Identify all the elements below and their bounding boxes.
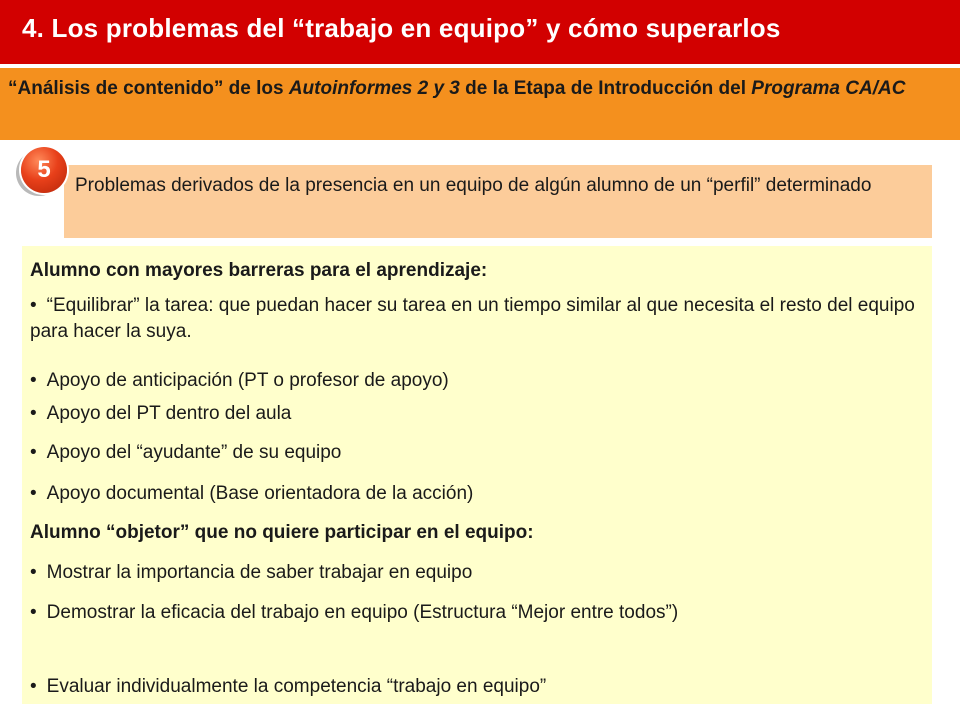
bullet-ayudante: • Apoyo del “ayudante” de su equipo <box>30 440 920 466</box>
bullet-documental: • Apoyo documental (Base orientadora de la acción) <box>30 481 920 507</box>
slide-title: 4. Los problemas del “trabajo en equipo” y cómo superarlos <box>22 13 781 43</box>
bullet-importancia: • Mostrar la importancia de saber trabajar en equipo <box>30 560 920 586</box>
bullet-pt-aula: • Apoyo del PT dentro del aula <box>30 401 920 427</box>
heading-objetor: Alumno “objetor” que no quiere participar en el equipo: <box>30 522 534 543</box>
bullet-equilibrar: • “Equilibrar” la tarea: que puedan hacer su tarea en un tiempo similar al que necesita el resto del equipo para hacer la suya. <box>30 293 920 345</box>
bullet-evaluar: • Evaluar individualmente la competencia “trabajo en equipo” <box>30 674 920 700</box>
subtitle-part-2: Autoinformes 2 y 3 <box>288 78 460 99</box>
bullet-anticipacion: • Apoyo de anticipación (PT o profesor de apoyo) <box>30 368 920 394</box>
title-bar <box>0 0 960 64</box>
content-box <box>22 246 932 704</box>
slide-subtitle <box>8 76 948 102</box>
problem-box <box>64 165 932 238</box>
number-badge: 5 <box>21 147 67 193</box>
subtitle-part-3: de la Etapa de Introducción del <box>459 78 752 99</box>
heading-barriers: Alumno con mayores barreras para el aprendizaje: <box>30 260 488 281</box>
problem-text: Problemas derivados de la presencia en un equipo de algún alumno de un “perfil” determinado <box>75 175 872 196</box>
bullet-eficacia: • Demostrar la eficacia del trabajo en equipo (Estructura “Mejor entre todos”) <box>30 600 920 626</box>
subtitle-part-4: Programa CA/AC <box>751 78 906 99</box>
subtitle-part-1: “Análisis de contenido” de los <box>8 78 289 99</box>
subtitle-bar <box>0 68 960 140</box>
